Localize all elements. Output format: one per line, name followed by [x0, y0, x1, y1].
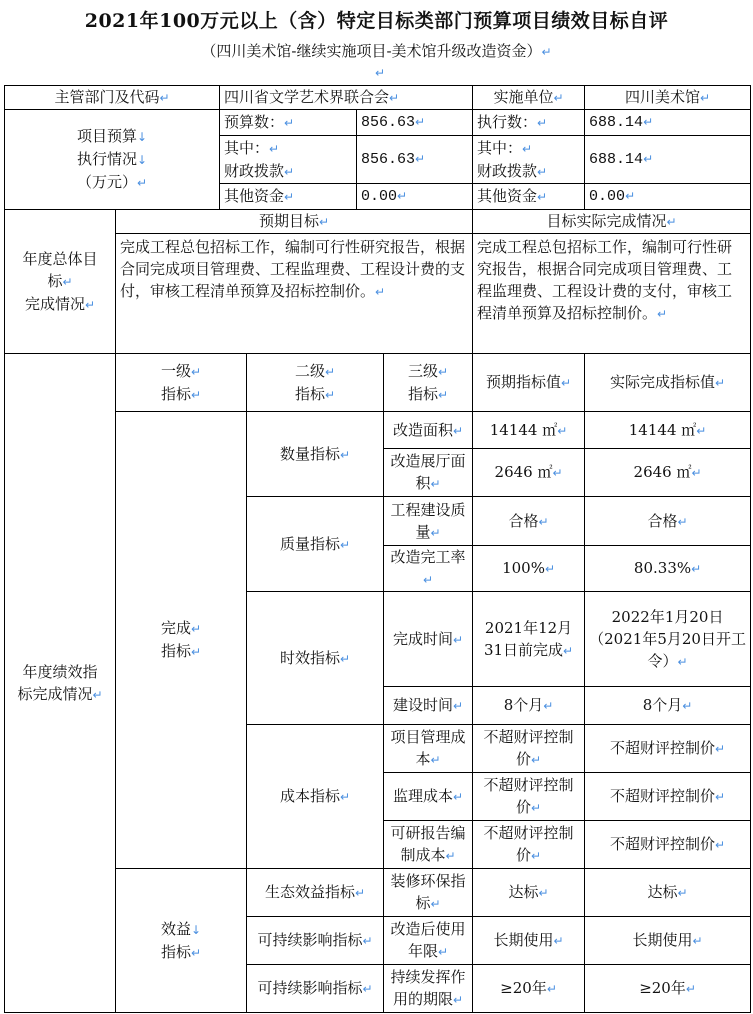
benefit-row-l3: 持续发挥作用的期限↵ [384, 965, 473, 1013]
level2-header: 二级↵ 指标↵ [247, 354, 384, 412]
table-row-actual: 不超财评控制价↵ [585, 773, 751, 821]
table-row-expected: 合格↵ [473, 497, 585, 546]
table-row-actual: 2022年1月20日（2021年5月20日开工令）↵ [585, 592, 751, 687]
overall-label: 年度总体目 标↵ 完成情况↵ [5, 210, 116, 354]
benefit-row-l2: 生态效益指标↵ [247, 869, 384, 917]
budget-amount-label: 预算数：↵ [220, 110, 357, 136]
table-row-actual: 不超财评控制价↵ [585, 821, 751, 869]
table-row-expected: 不超财评控制价↵ [473, 725, 585, 773]
page-subtitle-wrap [0, 40, 753, 61]
table-row-l3: 建设时间↵ [384, 687, 473, 725]
table-row-l3: 改造展厅面积↵ [384, 449, 473, 497]
exec-amount-label: 执行数：↵ [473, 110, 585, 136]
table-row-expected: 100%↵ [473, 546, 585, 592]
level1-header: 一级↵ 指标↵ [116, 354, 247, 412]
benefit-row-actual: 达标↵ [585, 869, 751, 917]
dept-value: 四川省文学艺术界联合会↵ [220, 86, 473, 110]
benefit-row-actual: 长期使用↵ [585, 917, 751, 965]
benefit-row-expected: 长期使用↵ [473, 917, 585, 965]
table-row-expected: 8个月↵ [473, 687, 585, 725]
table-row-actual: 2646 ㎡↵ [585, 449, 751, 497]
budget-amount-value: 856.63↵ [357, 110, 473, 136]
other-funds-label: 其他资金↵ [220, 184, 357, 210]
table-row-l3: 监理成本↵ [384, 773, 473, 821]
completion-indicator-label: 完成↵ 指标↵ [116, 412, 247, 869]
table-row-l3: 可研报告编制成本↵ [384, 821, 473, 869]
table-row-expected: 2021年12月31日前完成↵ [473, 592, 585, 687]
performance-table [4, 85, 751, 1013]
table-row-expected: 不超财评控制价↵ [473, 821, 585, 869]
table-row-expected: 2646 ㎡↵ [473, 449, 585, 497]
quality-indicator: 质量指标↵ [247, 497, 384, 592]
paragraph-mark-icon: ↵ [541, 45, 552, 59]
fiscal-budget-value: 856.63↵ [357, 136, 473, 184]
paragraph-mark-icon: ↵ [375, 66, 386, 80]
expected-goal-text: 完成工程总包招标工作，编制可行性研究报告，根据合同完成项目管理费、工程监理费、工程设计费的支付，审核工程清单预算及招标控制价。↵ [116, 234, 473, 354]
unit-label: 实施单位↵ [473, 86, 585, 110]
table-row-actual: 14144 ㎡↵ [585, 412, 751, 449]
benefit-row-expected: ≥20年↵ [473, 965, 585, 1013]
page-subtitle: （四川美术馆-继续实施项目-美术馆升级改造资金） [201, 42, 542, 60]
benefit-row-l3: 装修环保指标↵ [384, 869, 473, 917]
benefit-row-l3: 改造后使用年限↵ [384, 917, 473, 965]
expected-value-header: 预期指标值↵ [473, 354, 585, 412]
benefit-indicator-label: 效益↓ 指标↵ [116, 869, 247, 1013]
other-funds-exec: 0.00↵ [585, 184, 751, 210]
table-row-l3: 改造面积↵ [384, 412, 473, 449]
budget-label: 项目预算↓ 执行情况↓ （万元）↵ [5, 110, 220, 210]
cost-indicator: 成本指标↵ [247, 725, 384, 869]
table-row-l3: 改造完工率↵ [384, 546, 473, 592]
actual-goal-header: 目标实际完成情况↵ [473, 210, 751, 234]
benefit-row-l2: 可持续影响指标↵ [247, 917, 384, 965]
actual-goal-text: 完成工程总包招标工作，编制可行性研究报告，根据合同完成项目管理费、工程监理费、工程设计费的支付，审核工程清单预算及招标控制价。↵ [473, 234, 751, 354]
table-row-actual: 80.33%↵ [585, 546, 751, 592]
perf-label: 年度绩效指 标完成情况↵ [5, 354, 116, 1013]
table-row-l3: 完成时间↵ [384, 592, 473, 687]
unit-value: 四川美术馆↵ [585, 86, 751, 110]
exec-amount-value: 688.14↵ [585, 110, 751, 136]
benefit-row-expected: 达标↵ [473, 869, 585, 917]
table-row-expected: 14144 ㎡↵ [473, 412, 585, 449]
table-row-expected: 不超财评控制价↵ [473, 773, 585, 821]
other-funds-budget: 0.00↵ [357, 184, 473, 210]
table-row-actual: 不超财评控制价↵ [585, 725, 751, 773]
dept-label: 主管部门及代码↵ [5, 86, 220, 110]
table-row-actual: 8个月↵ [585, 687, 751, 725]
fiscal-exec-label: 其中：↵ 财政拨款↵ [473, 136, 585, 184]
page-title: 2021年100万元以上（含）特定目标类部门预算项目绩效目标自评 [84, 10, 669, 32]
benefit-row-l2: 可持续影响指标↵ [247, 965, 384, 1013]
level3-header: 三级↵ 指标↵ [384, 354, 473, 412]
quantity-indicator: 数量指标↵ [247, 412, 384, 497]
table-row-l3: 工程建设质量↵ [384, 497, 473, 546]
table-row-actual: 合格↵ [585, 497, 751, 546]
table-row-l3: 项目管理成本↵ [384, 725, 473, 773]
expected-goal-header: 预期目标↵ [116, 210, 473, 234]
fiscal-exec-value: 688.14↵ [585, 136, 751, 184]
timeliness-indicator: 时效指标↵ [247, 592, 384, 725]
actual-value-header: 实际完成指标值↵ [585, 354, 751, 412]
benefit-row-actual: ≥20年↵ [585, 965, 751, 1013]
other-funds-exec-label: 其他资金↵ [473, 184, 585, 210]
fiscal-label: 其中：↵ 财政拨款↵ [220, 136, 357, 184]
